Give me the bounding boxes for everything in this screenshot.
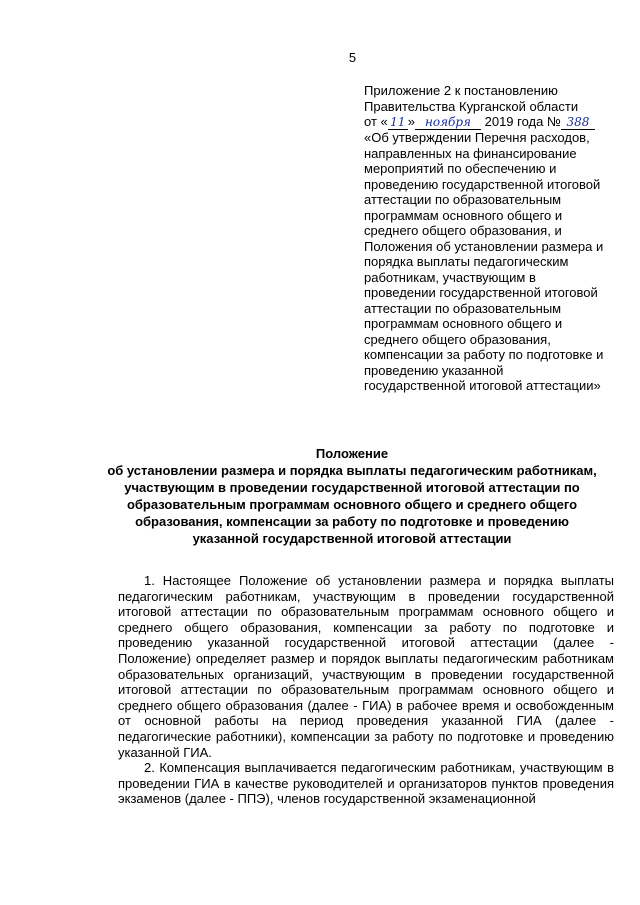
decree-title bbox=[364, 130, 626, 394]
title-line: участвующим в проведении государственной итоговой аттестации по bbox=[124, 480, 580, 495]
appendix-line-1: Приложение 2 к постановлению bbox=[364, 83, 558, 98]
decree-title-line: Положения об установлении размера и bbox=[364, 238, 604, 254]
decree-title-line: среднего общего образования, и bbox=[364, 223, 562, 238]
date-month-handwritten: ноября bbox=[424, 115, 471, 129]
appendix-line-2: Правительства Курганской области bbox=[364, 98, 579, 114]
decree-title-line: аттестации по образовательным bbox=[364, 192, 562, 207]
title-subtitle bbox=[92, 462, 612, 547]
title-line: образовательным программам основного общего и среднего общего bbox=[126, 497, 578, 512]
decree-title-line: среднего общего образования, bbox=[364, 331, 551, 347]
appendix-block bbox=[364, 83, 626, 394]
document-title bbox=[92, 445, 612, 547]
decree-title-line: мероприятий по обеспечению и bbox=[364, 161, 557, 176]
title-line: об установлении размера и порядка выплаты педагогическим работникам, bbox=[107, 463, 597, 478]
decree-title-line: «Об утверждении Перечня расходов, bbox=[364, 130, 590, 145]
date-day-handwritten: 11 bbox=[390, 115, 406, 129]
decree-title-line: программам основного общего и bbox=[364, 316, 563, 331]
title-heading: Положение bbox=[315, 446, 389, 461]
date-quote-close: » bbox=[407, 114, 415, 129]
date-prefix: от « bbox=[364, 114, 388, 129]
decree-number-handwritten: 388 bbox=[566, 115, 590, 129]
decree-title-line: проведению государственной итоговой bbox=[364, 176, 601, 192]
decree-title-line: работникам, участвующим в bbox=[364, 269, 536, 285]
paragraph: 1. Настоящее Положение об установлении размера и порядка выплаты педагогическим работникам, участвующим в проведении государственной итоговой аттестации по образовательным программам основного общего и среднего общего образования, компенсации за работу по подготовке и проведению указанной государственной итоговой аттестации (далее - Положение) определяет размер и порядок выплаты педагогическим работникам образовательных организаций, участвующим в проведении государственной итоговой аттестации по образовательным программам основного общего и среднего общего образования (далее - ГИА) в рабочее время и освобожденным от основной работы на период проведения указанной ГИА (далее - педагогические работники), компенсации за работу по подготовке и проведению указанной ГИА. bbox=[118, 573, 614, 760]
title-line: образования, компенсации за работу по подготовке и проведению bbox=[135, 514, 569, 529]
paragraph: 2. Компенсация выплачивается педагогическим работникам, участвующим в проведении ГИА в качестве руководителей и организаторов пунктов проведения экзаменов (далее - ППЭ), членов государственной экзаменационной bbox=[118, 760, 614, 807]
decree-title-line: аттестации по образовательным bbox=[364, 300, 562, 316]
decree-title-line: направленных на финансирование bbox=[364, 145, 577, 161]
appendix-date-line bbox=[364, 114, 626, 130]
decree-title-line: компенсации за работу по подготовке и bbox=[364, 347, 604, 362]
date-year-text: 2019 года № bbox=[484, 114, 561, 129]
page-number: 5 bbox=[348, 50, 357, 65]
title-line: указанной государственной итоговой аттестации bbox=[192, 531, 512, 546]
decree-title-line: порядка выплаты педагогическим bbox=[364, 254, 569, 269]
decree-title-line: государственной итоговой аттестации» bbox=[364, 378, 601, 393]
decree-title-line: программам основного общего и bbox=[364, 207, 563, 223]
decree-title-line: проведению указанной bbox=[364, 362, 504, 378]
decree-title-line: проведении государственной итоговой bbox=[364, 285, 598, 300]
body-text bbox=[118, 573, 614, 807]
